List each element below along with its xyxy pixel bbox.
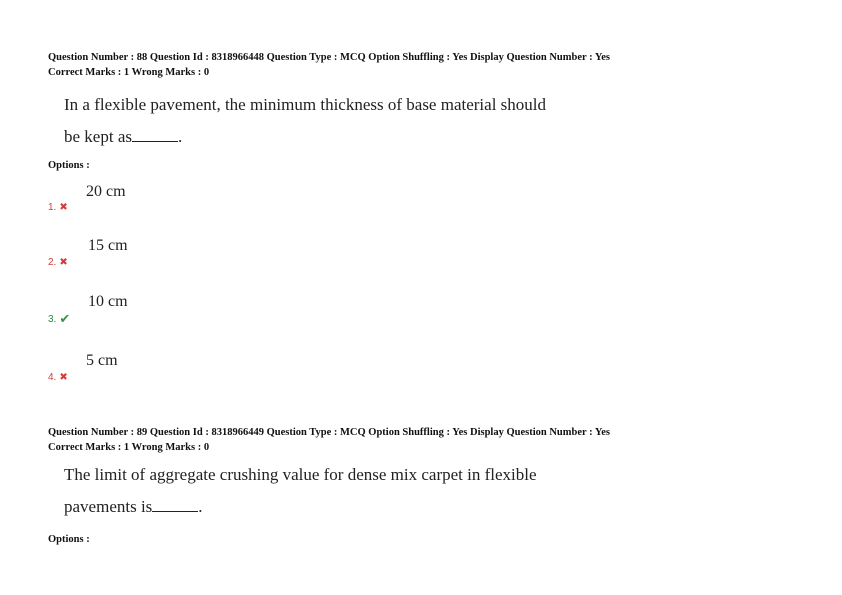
- answer-blank: [132, 140, 178, 142]
- question-text-line: [64, 95, 546, 115]
- option-number: [48, 372, 68, 383]
- question-text-line: [64, 465, 537, 485]
- options-label: Options :: [48, 534, 90, 545]
- option-index: 4.: [48, 372, 57, 383]
- question-meta-line: Question Number : 88 Question Id : 8318966448 Question Type : MCQ Option Shuffling : Yes Display Question Number : Yes: [48, 52, 611, 63]
- question-meta-line: Question Number : 89 Question Id : 8318966449 Question Type : MCQ Option Shuffling : Yes Display Question Number : Yes: [48, 427, 611, 438]
- answer-blank: [152, 510, 198, 512]
- option-text: 20 cm: [86, 183, 126, 200]
- options-label: Options :: [48, 160, 90, 171]
- option-number: [48, 257, 68, 268]
- question-text: In a flexible pavement, the minimum thickness of base material should: [64, 95, 547, 114]
- question-text-end: .: [198, 497, 203, 516]
- option-number: [48, 202, 68, 213]
- option-number: [48, 311, 71, 327]
- question-text-line: [64, 127, 182, 147]
- option-index: 1.: [48, 202, 57, 213]
- question-text: be kept as: [64, 127, 132, 146]
- question-text-line: [64, 497, 203, 517]
- cross-icon: ✖: [59, 256, 68, 268]
- question-text: pavements is: [64, 497, 153, 516]
- option-index: 3.: [48, 314, 57, 325]
- question-text: The limit of aggregate crushing value for dense mix carpet in flexible: [64, 465, 537, 484]
- cross-icon: ✖: [59, 371, 68, 383]
- question-text-end: .: [177, 127, 183, 146]
- option-text: 15 cm: [88, 237, 128, 254]
- option-text: 5 cm: [86, 352, 118, 369]
- option-text: 10 cm: [88, 293, 128, 310]
- marks-meta-line: Correct Marks : 1 Wrong Marks : 0: [48, 67, 210, 78]
- cross-icon: ✖: [59, 201, 68, 213]
- marks-meta-line: Correct Marks : 1 Wrong Marks : 0: [48, 442, 210, 453]
- check-icon: ✔: [59, 311, 71, 327]
- option-index: 2.: [48, 257, 57, 268]
